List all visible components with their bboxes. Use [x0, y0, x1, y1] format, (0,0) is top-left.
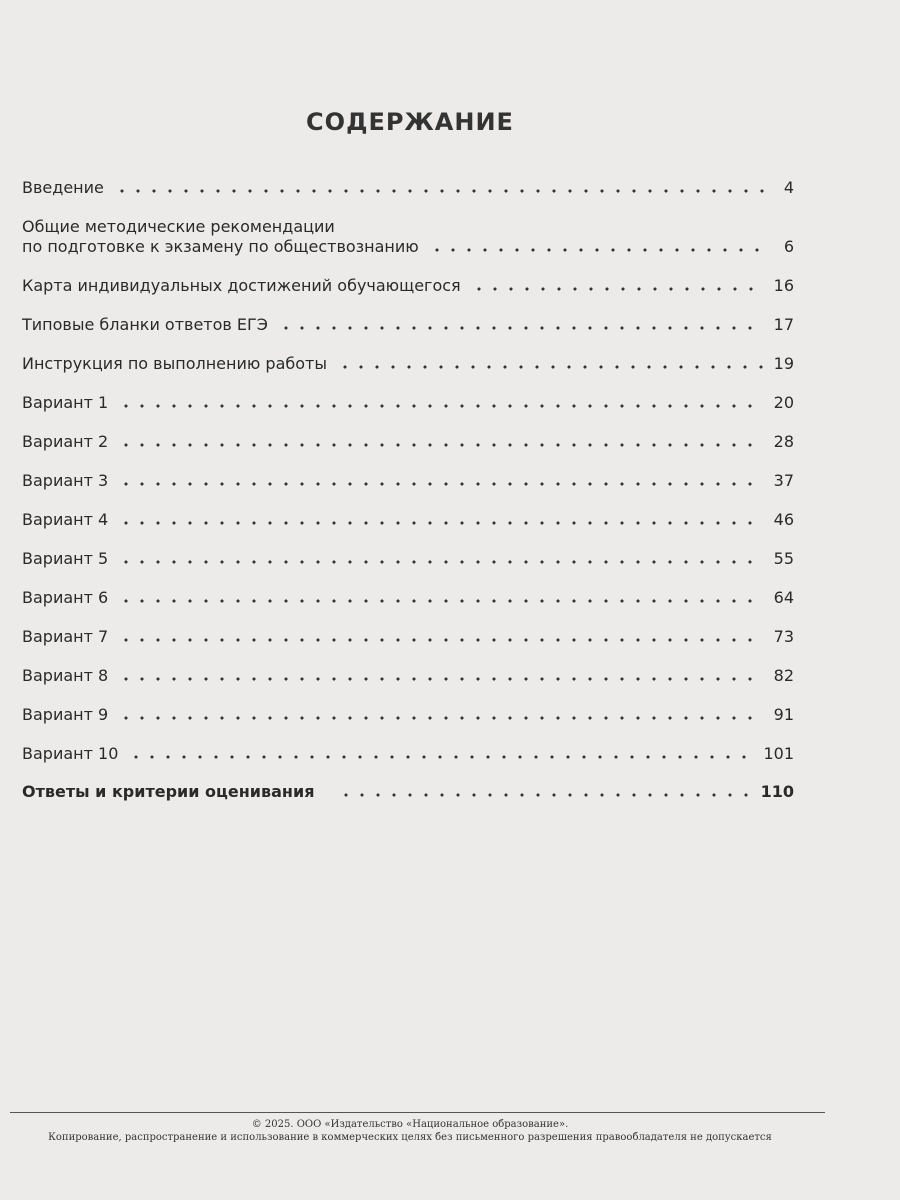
copyright-footer — [0, 1118, 820, 1144]
toc-entry-page: 101 — [763, 744, 794, 763]
copyright-notice: Копирование, распространение и использование в коммерческих целях без письменного разрешения правообладателя не допускается — [48, 1132, 772, 1143]
toc-entry-page: 46 — [773, 510, 794, 529]
page-title: СОДЕРЖАНИЕ — [306, 108, 514, 136]
toc-entry-label: Вариант 8 — [22, 666, 109, 685]
toc-entry-page: 28 — [773, 432, 794, 451]
toc-entry-page: 91 — [773, 705, 794, 724]
toc-entry-introduction — [22, 178, 794, 198]
toc-dot-leader — [118, 559, 763, 565]
toc-entry-variant-6 — [22, 588, 794, 608]
toc-entry-label: Вариант 5 — [22, 549, 109, 568]
toc-entry-variant-1 — [22, 393, 794, 413]
toc-dot-leader — [337, 364, 764, 370]
toc-dot-leader — [429, 247, 764, 253]
toc-entry-page: 20 — [773, 393, 794, 412]
toc-entry-page: 16 — [773, 276, 794, 295]
toc-dot-leader — [338, 792, 750, 798]
toc-dot-leader — [118, 403, 763, 409]
toc-dot-leader — [118, 442, 763, 448]
toc-dot-leader — [118, 637, 763, 643]
toc-entry-variant-10 — [22, 744, 794, 764]
toc-dot-leader — [128, 754, 753, 760]
toc-entry-label: Типовые бланки ответов ЕГЭ — [22, 315, 268, 334]
toc-entry-label: Вариант 1 — [22, 393, 109, 412]
toc-entry-page: 19 — [773, 354, 794, 373]
toc-entry-label: Введение — [22, 178, 104, 197]
toc-dot-leader — [278, 325, 764, 331]
toc-entry-label: Карта индивидуальных достижений обучающегося — [22, 276, 461, 295]
toc-entry-label: Вариант 2 — [22, 432, 109, 451]
toc-entry-page: 64 — [773, 588, 794, 607]
toc-entry-label: Вариант 3 — [22, 471, 109, 490]
toc-dot-leader — [114, 188, 764, 194]
footer-divider — [10, 1112, 825, 1113]
toc-entry-variant-9 — [22, 705, 794, 725]
toc-entry-answers-criteria — [22, 782, 794, 802]
toc-entry-page: 17 — [773, 315, 794, 334]
toc-entry-label: Вариант 4 — [22, 510, 109, 529]
toc-entry-variant-7 — [22, 627, 794, 647]
toc-entry-answer-forms — [22, 315, 794, 335]
toc-entry-variant-5 — [22, 549, 794, 569]
toc-entry-label: Ответы и критерии оценивания — [22, 782, 315, 801]
toc-dot-leader — [118, 715, 763, 721]
toc-dot-leader — [118, 520, 763, 526]
toc-entry-variant-8 — [22, 666, 794, 686]
toc-entry-label: Вариант 9 — [22, 705, 109, 724]
toc-entry-page: 55 — [773, 549, 794, 568]
copyright-line: © 2025. ООО «Издательство «Национальное образование». — [251, 1119, 569, 1130]
toc-entry-page: 73 — [773, 627, 794, 646]
toc-entry-variant-4 — [22, 510, 794, 530]
toc-dot-leader — [471, 286, 764, 292]
toc-entry-page: 110 — [760, 782, 794, 801]
toc-dot-leader — [118, 598, 763, 604]
toc-entry-label: Вариант 10 — [22, 744, 119, 763]
toc-entry-label: Вариант 6 — [22, 588, 109, 607]
toc-entry-page: 82 — [773, 666, 794, 685]
toc-entry-methodical-recommendations — [22, 217, 794, 257]
toc-entry-variant-2 — [22, 432, 794, 452]
toc-dot-leader — [118, 481, 763, 487]
toc-entry-label-line1: Общие методические рекомендации — [22, 217, 335, 236]
toc-entry-achievement-card — [22, 276, 794, 296]
toc-entry-page: 37 — [773, 471, 794, 490]
toc-entry-label: по подготовке к экзамену по обществознанию — [22, 237, 419, 256]
toc-entry-instructions — [22, 354, 794, 374]
toc-entry-page: 4 — [783, 178, 794, 197]
toc-entry-page: 6 — [783, 237, 794, 256]
toc-entry-label: Инструкция по выполнению работы — [22, 354, 327, 373]
toc-dot-leader — [118, 676, 763, 682]
toc-entry-variant-3 — [22, 471, 794, 491]
toc-entry-label: Вариант 7 — [22, 627, 109, 646]
